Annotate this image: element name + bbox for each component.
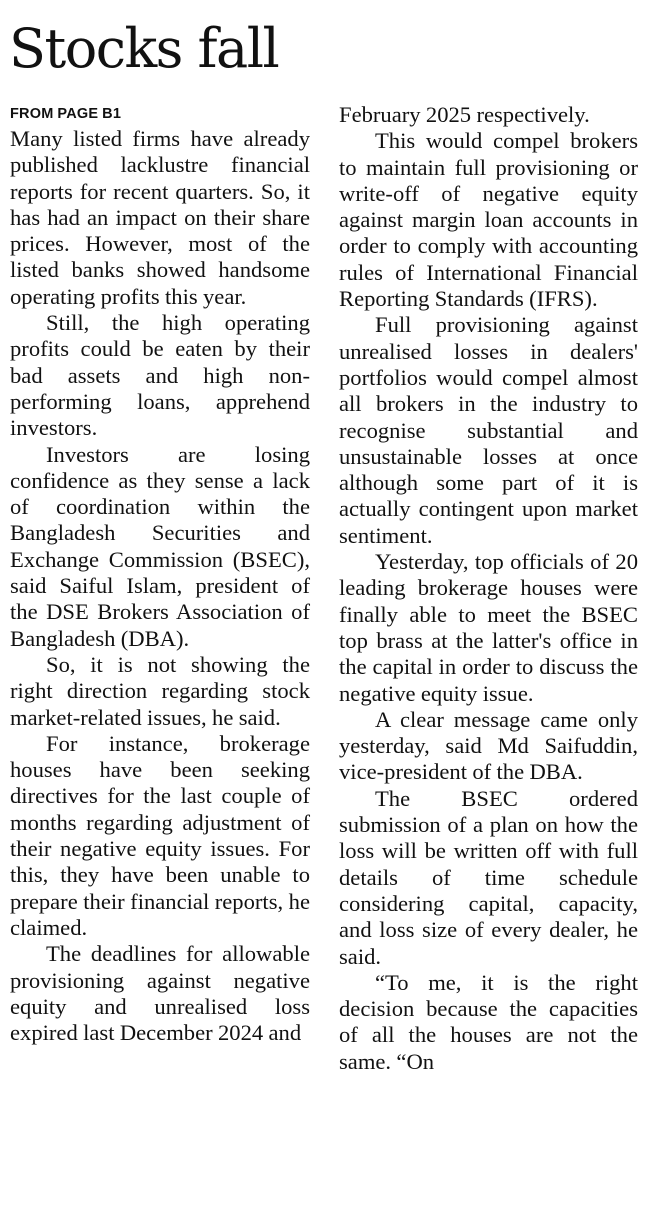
paragraph: Full provisioning against unrealised losses in dealers' portfolios would compel almost all brokers in the industry to recognise substantial and unsustainable losses at once although some part of it is actually contingent upon market sentiment. bbox=[339, 312, 638, 548]
paragraph: The BSEC ordered submission of a plan on how the loss will be written off with full details of time schedule considering capital, capacity, and loss size of every dealer, he said. bbox=[339, 785, 638, 969]
paragraph: The deadlines for allowable provisioning against negative equity and unrealised loss expired last December 2024 and bbox=[10, 941, 310, 1046]
paragraph: Yesterday, top officials of 20 leading brokerage houses were finally able to meet the BSEC top brass at the latter's office in the capital in order to discuss the negative equity issue. bbox=[339, 549, 638, 706]
article-column-right bbox=[339, 102, 638, 1075]
paragraph: “To me, it is the right decision because the capacities of all the houses are not the same. “On bbox=[339, 969, 638, 1074]
paragraph: Investors are losing confidence as they sense a lack of coordination within the Bangladesh Securities and Exchange Commission (BSEC), said Saiful Islam, president of the DSE Brokers Association of Bangladesh (DBA). bbox=[10, 441, 310, 651]
continuation-kicker: FROM PAGE B1 bbox=[10, 106, 122, 122]
paragraph: So, it is not showing the right direction regarding stock market-related issues, he said. bbox=[10, 651, 310, 730]
paragraph: A clear message came only yesterday, said Md Saifuddin, vice-president of the DBA. bbox=[339, 706, 638, 785]
paragraph: Still, the high operating profits could be eaten by their bad assets and high non-performing loans, apprehend investors. bbox=[10, 310, 310, 441]
paragraph: This would compel brokers to maintain full provisioning or write-off of negative equity against margin loan accounts in order to comply with accounting rules of International Financial Reporting Standards (IFRS). bbox=[339, 128, 638, 312]
paragraph: For instance, brokerage houses have been seeking directives for the last couple of months regarding adjustment of their negative equity issues. For this, they have been unable to prepare their financial reports, he claimed. bbox=[10, 730, 310, 940]
article-column-left bbox=[10, 102, 310, 1046]
paragraph: Many listed firms have already published lacklustre financial reports for recent quarters. So, it has had an impact on their share prices. However, most of the listed banks showed handsome operating profits this year. bbox=[10, 126, 310, 309]
headline: Stocks fall bbox=[9, 17, 279, 80]
paragraph-continued: February 2025 respectively. bbox=[339, 102, 590, 127]
